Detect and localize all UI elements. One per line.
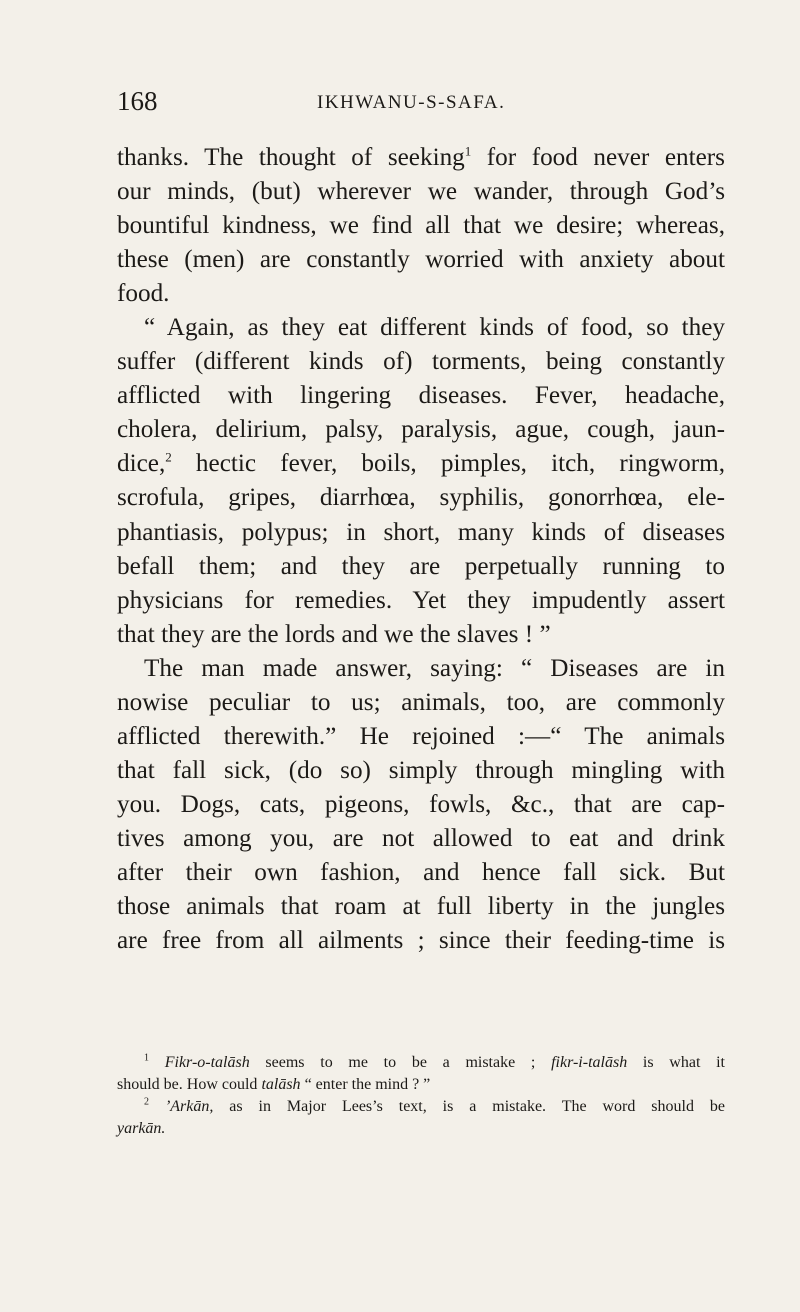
running-head: IKHWANU-S-SAFA. <box>317 92 506 113</box>
body-text <box>117 141 725 958</box>
text-line: scrofula, gripes, diarrhœa, syphilis, gonorrhœa, ele- <box>117 484 725 512</box>
text-line: tives among you, are not allowed to eat and drink <box>117 824 725 852</box>
footnote-number: 2 <box>144 1096 149 1108</box>
text-line: befall them; and they are perpetually running to <box>117 552 725 580</box>
text-line: after their own fashion, and hence fall sick. But <box>117 858 725 886</box>
text-line: physicians for remedies. Yet they impudently assert <box>117 586 725 614</box>
text-line: dice,$^2$ hectic fever, boils, pimples, itch, ringworm, <box>117 450 725 478</box>
text-line: nowise peculiar to us; animals, too, are commonly <box>117 688 725 716</box>
footnote-ref: 2 <box>165 450 172 466</box>
footnote-number: 1 <box>144 1052 149 1064</box>
footnote-2: $^2$ ’Arkān, as in Major Lees’s text, is a mistake. The word should be <box>144 1096 726 1115</box>
page-number: 168 <box>117 86 158 116</box>
text-line: suffer (different kinds of) torments, being constantly <box>117 348 725 376</box>
text-line: cholera, delirium, palsy, paralysis, ague, cough, jaun- <box>117 416 725 444</box>
text-line: “ Again, as they eat different kinds of food, so they <box>144 314 725 342</box>
text-line: afflicted with lingering diseases. Fever, headache, <box>117 382 725 410</box>
text-line: phantiasis, polypus; in short, many kinds of diseases <box>117 518 725 546</box>
text-line: The man made answer, saying: “ Diseases are in <box>144 654 725 682</box>
text-line: afflicted therewith.” He rejoined :—“ The animals <box>117 722 725 750</box>
text-line: are free from all ailments ; since their feeding-time is <box>117 927 725 955</box>
footnote-ref: 1 <box>464 143 472 159</box>
text-line: our minds, (but) wherever we wander, through God’s <box>117 178 725 206</box>
text-line: thanks. The thought of seeking$^1$ for food never enters <box>117 143 725 171</box>
text-line: these (men) are constantly worried with anxiety about <box>117 246 725 274</box>
text-line: bountiful kindness, we find all that we desire; whereas, <box>117 212 725 240</box>
text-line: food. <box>117 280 170 308</box>
text-line: that they are the lords and we the slaves ! ” <box>117 620 551 648</box>
footnote-2-continued: yarkān. <box>117 1120 166 1137</box>
text-line: you. Dogs, cats, pigeons, fowls, &c., that are cap- <box>117 790 725 818</box>
text-line: those animals that roam at full liberty in the jungles <box>117 893 725 921</box>
page-header <box>117 86 737 126</box>
text-line: that fall sick, (do so) simply through mingling with <box>117 756 725 784</box>
footnote-1: $^1$ Fikr-o-talāsh seems to me to be a mistake ; fikr-i-talāsh is what it <box>144 1052 726 1071</box>
footnotes <box>117 1052 725 1140</box>
footnote-1-continued: should be. How could talāsh “ enter the mind ? ” <box>117 1076 431 1093</box>
